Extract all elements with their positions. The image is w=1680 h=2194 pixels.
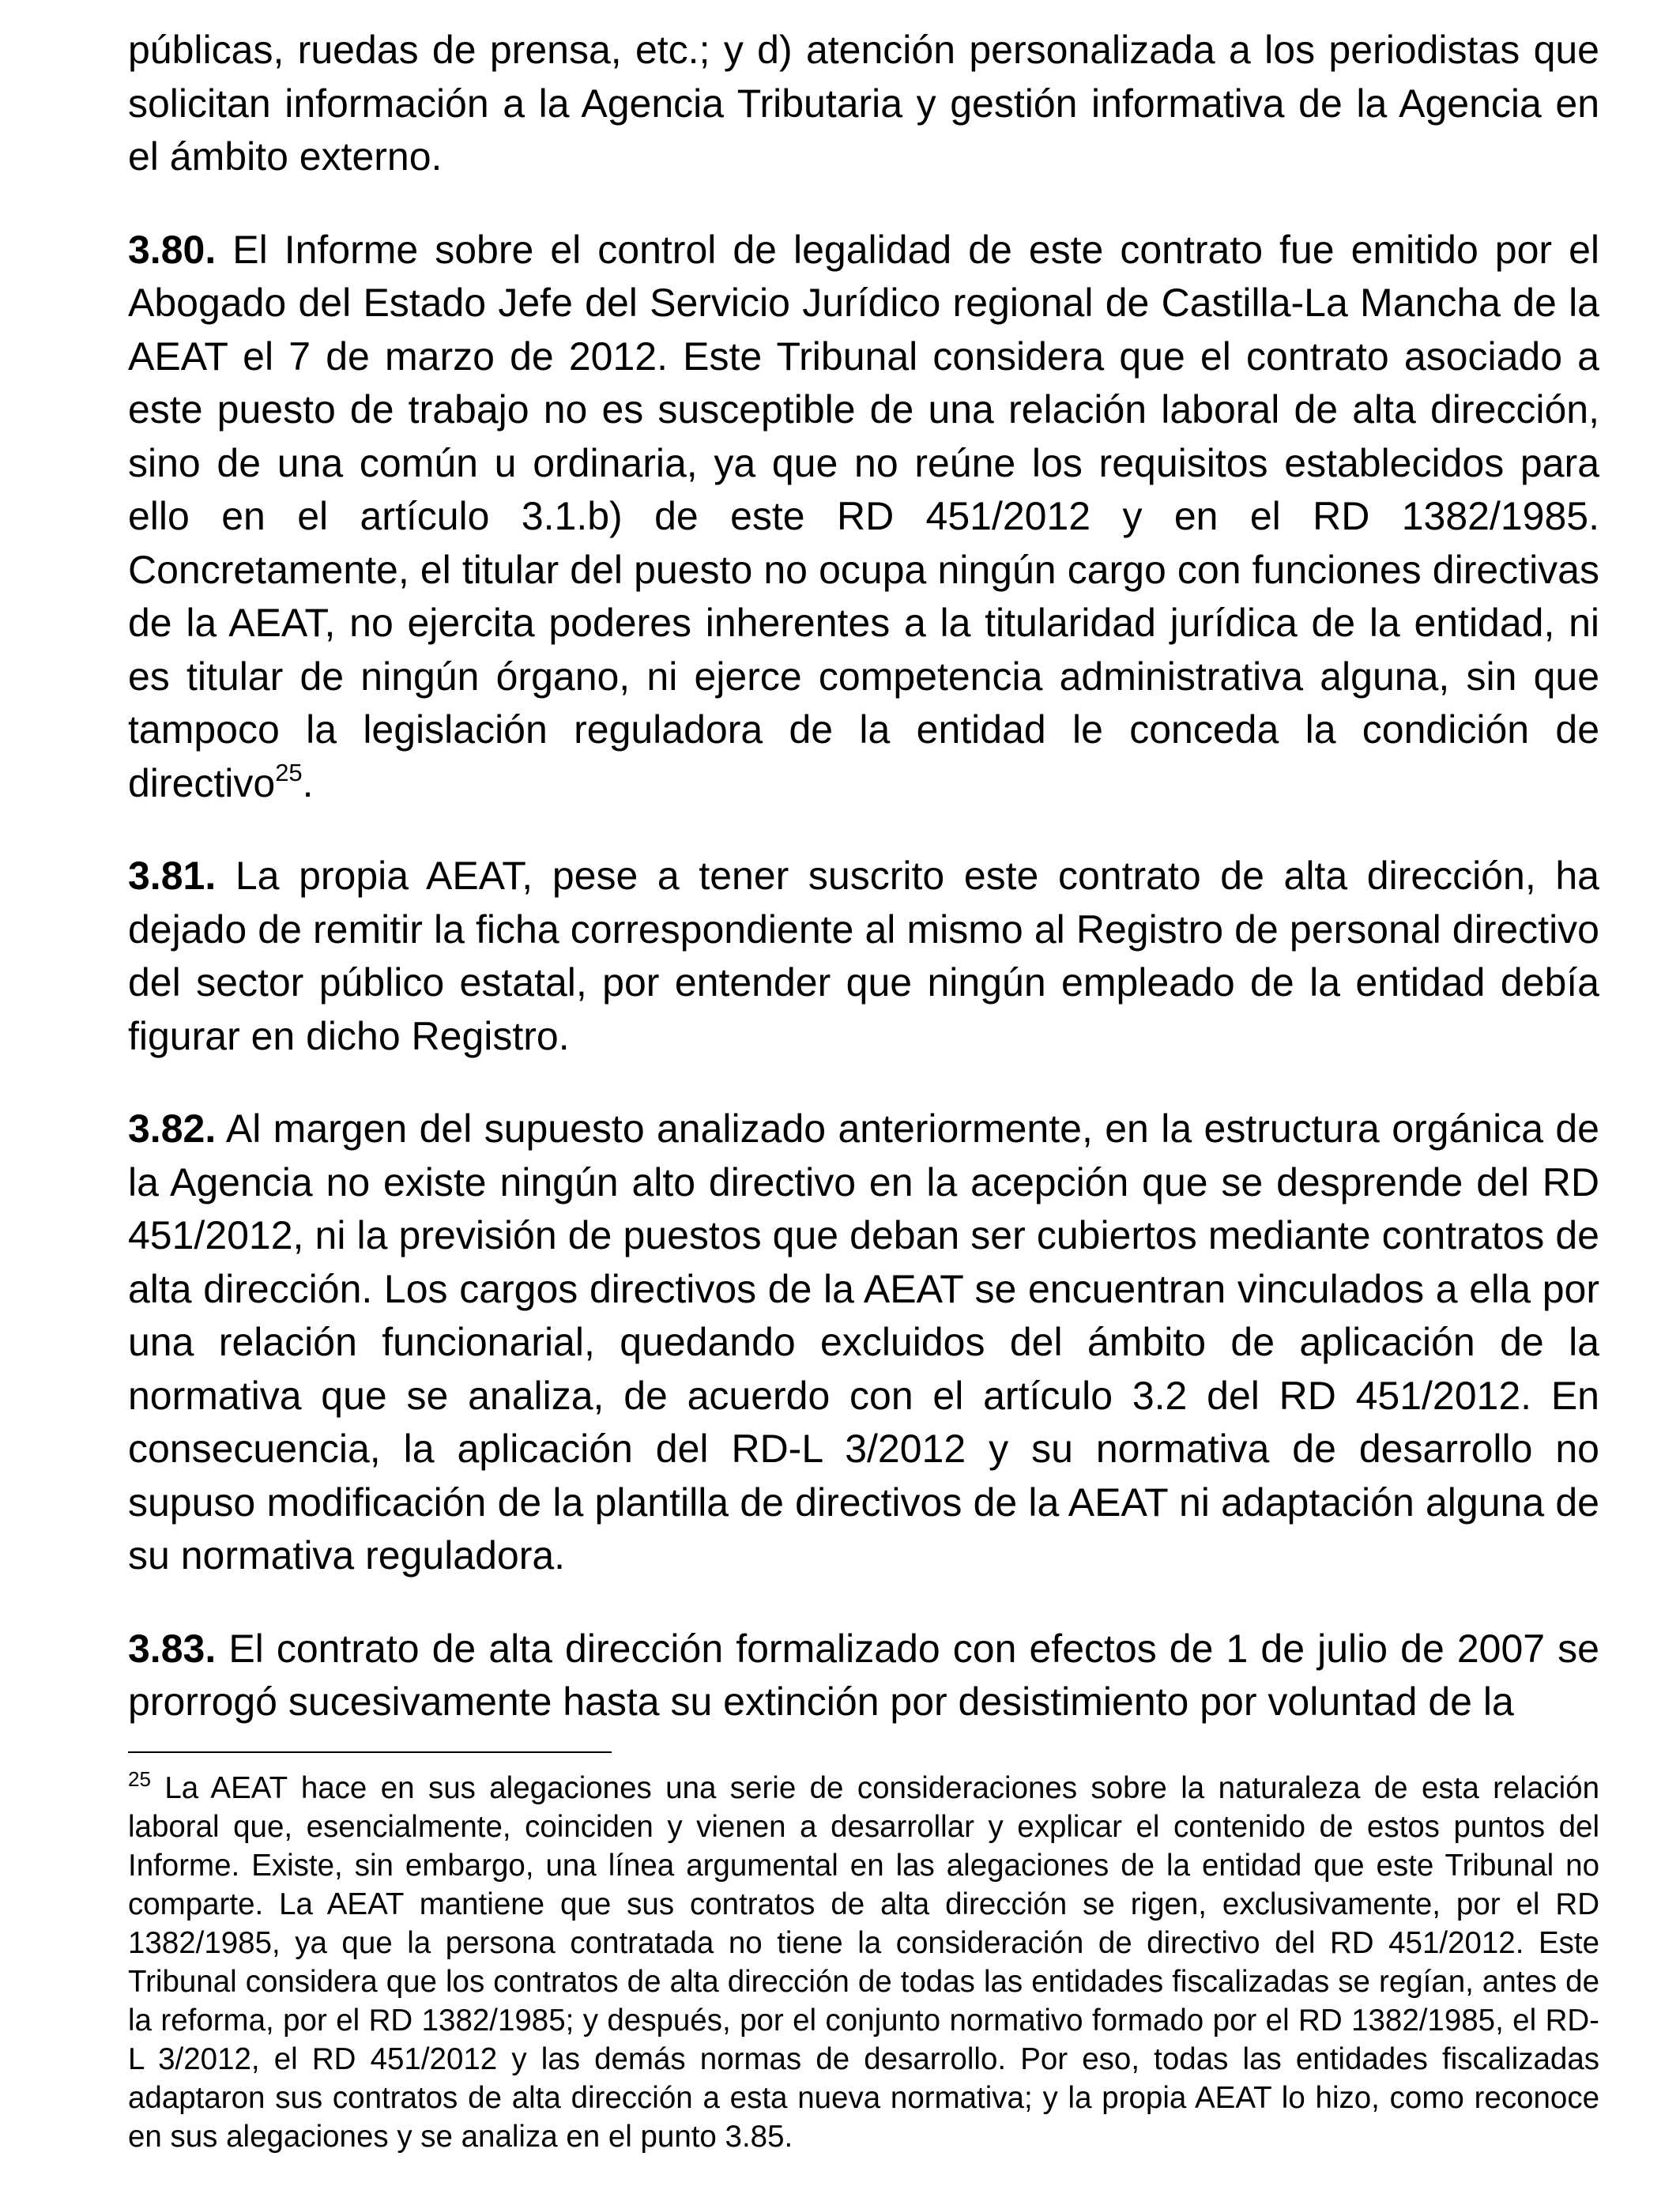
footnote-text: La AEAT hace en sus alegaciones una serie de consideraciones sobre la naturaleza de esta relación laboral que, esencialmente, coinciden y vienen a desarrollar y explicar el contenido de estos puntos del Informe. Existe, sin embargo, una línea argumental en las alegaciones de la entidad que este Tribunal no comparte. La AEAT mantiene que sus contratos de alta dirección se rigen, exclusivamente, por el RD 1382/1985, ya que la persona contratada no tiene la consideración de directivo del RD 451/2012. Este Tribunal considera que los contratos de alta dirección de todas las entidades fiscalizadas se regían, antes de la reforma, por el RD 1382/1985; y después, por el conjunto normativo formado por el RD 1382/1985, el RD-L 3/2012, el RD 451/2012 y las demás normas de desarrollo. Por eso, todas las entidades fiscalizadas adaptaron sus contratos de alta dirección a esta nueva normativa; y la propia AEAT lo hizo, como reconoce en sus alegaciones y se analiza en el punto 3.85. xyxy=(128,1771,1599,2154)
paragraph-text: La propia AEAT, pese a tener suscrito este contrato de alta dirección, ha dejado de remitir la ficha correspondiente al mismo al Registro de personal directivo del sector público estatal, por entender que ningún empleado de la entidad debía figurar en dicho Registro. xyxy=(128,854,1599,1058)
paragraph-3-82 xyxy=(128,1103,1599,1583)
paragraph-text: El contrato de alta dirección formalizado con efectos de 1 de julio de 2007 se prorrogó sucesivamente hasta su extinción por desistimiento por voluntad de la xyxy=(128,1626,1599,1724)
paragraph-text: Al margen del supuesto analizado anteriormente, en la estructura orgánica de la Agencia no existe ningún alto directivo en la acepción que se desprende del RD 451/2012, ni la previsión de puestos que deban ser cubiertos mediante contratos de alta dirección. Los cargos directivos de la AEAT se encuentran vinculados a ella por una relación funcionarial, quedando excluidos del ámbito de aplicación de la normativa que se analiza, de acuerdo con el artículo 3.2 del RD 451/2012. En consecuencia, la aplicación del RD-L 3/2012 y su normativa de desarrollo no supuso modificación de la plantilla de directivos de la AEAT ni adaptación alguna de su normativa reguladora. xyxy=(128,1106,1599,1578)
document-body xyxy=(128,24,1599,1769)
footnote-reference[interactable]: 25 xyxy=(275,758,303,786)
footnote-25 xyxy=(128,1769,1599,2156)
paragraph-3-83 xyxy=(128,1623,1599,1729)
paragraph-3-81 xyxy=(128,850,1599,1063)
paragraph-number: 3.80. xyxy=(128,227,217,272)
paragraph-3-80 xyxy=(128,224,1599,811)
footnote-marker: 25 xyxy=(128,1767,151,1791)
paragraph-number: 3.82. xyxy=(128,1106,217,1151)
paragraph-number: 3.81. xyxy=(128,854,217,898)
paragraph-intro: públicas, ruedas de prensa, etc.; y d) atención personalizada a los periodistas que solicitan información a la Agencia Tributaria y gestión informativa de la Agencia en el ámbito externo. xyxy=(128,28,1599,179)
paragraph-text: El Informe sobre el control de legalidad de este contrato fue emitido por el Abogado del Estado Jefe del Servicio Jurídico regional de Castilla-La Mancha de la AEAT el 7 de marzo de 2012. Este Tribunal considera que el contrato asociado a este puesto de trabajo no es susceptible de una relación laboral de alta dirección, sino de una común u ordinaria, ya que no reúne los requisitos establecidos para ello en el artículo 3.1.b) de este RD 451/2012 y en el RD 1382/1985. Concretamente, el titular del puesto no ocupa ningún cargo con funciones directivas de la AEAT, no ejercita poderes inherentes a la titularidad jurídica de la entidad, ni es titular de ningún órgano, ni ejerce competencia administrativa alguna, sin que tampoco la legislación reguladora de la entidad le conceda la condición de directivo xyxy=(128,227,1599,805)
footnote-separator xyxy=(128,1751,612,1753)
paragraph-number: 3.83. xyxy=(128,1626,217,1671)
paragraph-end: . xyxy=(302,760,314,805)
